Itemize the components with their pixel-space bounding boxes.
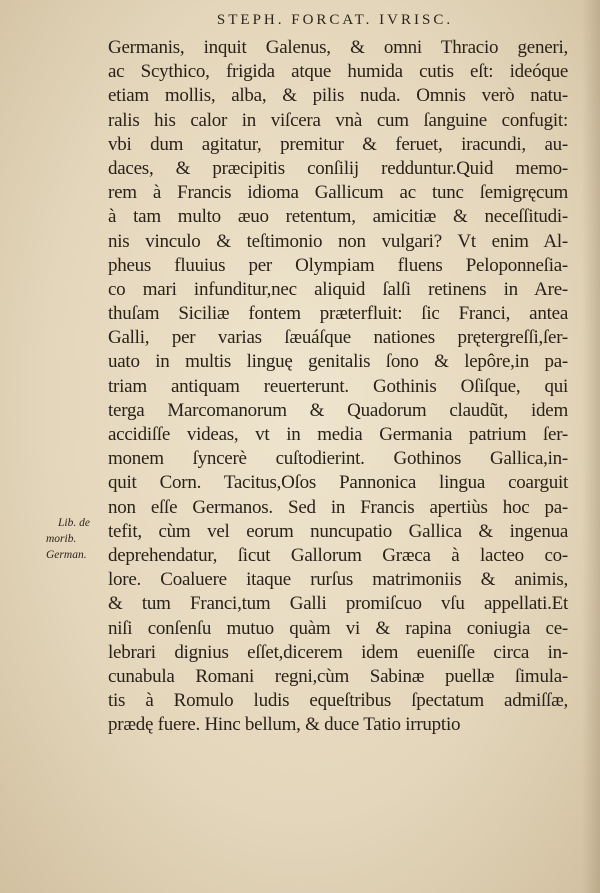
- text-line: pheus fluuius per Olympiam fluens Peloponneſia-: [108, 254, 568, 276]
- text-line: quit Corn. Tacitus,Oſos Pannonica lingua coarguit: [108, 472, 568, 494]
- text-line: tis à Romulo ludis equeſtribus ſpectatum admiſſæ,: [108, 690, 568, 712]
- text-line: nis vinculo & teſtimonio non vulgari? Vt enim Al-: [108, 230, 568, 252]
- text-line: daces, & præcipitis conſilij redduntur.Quid memo-: [108, 157, 568, 179]
- text-line: non eſſe Germanos. Sed in Francis apertiùs hoc pa-: [108, 496, 568, 518]
- margin-note-line: Lib. de: [58, 517, 90, 529]
- text-line: terga Marcomanorum & Quadorum claudũt, idem: [108, 399, 568, 421]
- text-line: accidiſſe videas, vt in media Germania patrium ſer-: [108, 424, 568, 445]
- text-line: Germanis, inquit Galenus, & omni Thracio generi,: [108, 37, 568, 58]
- text-line: deprehendatur, ſicut Gallorum Græca à lacteo co-: [108, 544, 568, 566]
- margin-note-line: morib.: [46, 533, 77, 545]
- text-line: lebrari dignius eſſet,dicerem idem eueniſſe circa in-: [108, 641, 568, 663]
- text-line: cunabula Romani regni,cùm Sabinæ puellæ ſimula-: [108, 665, 568, 687]
- page-edge-shadow: [582, 0, 600, 893]
- text-line: etiam mollis, alba, & pilis nuda. Omnis verò natu-: [108, 85, 568, 107]
- margin-note-line: German.: [46, 549, 87, 561]
- text-line: prædę fuere. Hinc bellum, & duce Tatio irruptio: [108, 714, 461, 736]
- text-line: à tam multo æuo retentum, amicitiæ & neceſſitudi-: [108, 206, 568, 228]
- text-line: monem ſyncerè cuſtodierint. Gothinos Gallica,in-: [108, 448, 568, 470]
- body-text: [108, 36, 568, 737]
- text-line: Galli, per varias ſæuáſque nationes prętergreſſi,ſer-: [108, 327, 568, 349]
- text-line: thuſam Siciliæ fontem præterfluit: ſic Franci, antea: [108, 303, 568, 325]
- running-head: STEPH. FORCAT. IVRISC.: [216, 12, 454, 28]
- margin-note: [46, 515, 108, 563]
- text-line: vbi dum agitatur, premitur & feruet, iracundi, au-: [108, 133, 568, 155]
- text-line: co mari infunditur,nec aliquid ſalſi retinens in Are-: [108, 278, 568, 300]
- text-line: lore. Coaluere itaque rurſus matrimoniis & animis,: [108, 569, 568, 591]
- text-line: triam antiquam reuerterunt. Gothinis Oſiſque, qui: [108, 375, 568, 397]
- text-line: rem à Francis idioma Gallicum ac tunc ſemigręcum: [108, 182, 568, 204]
- text-line: tefit, cùm vel eorum nuncupatio Gallica & ingenua: [108, 520, 568, 542]
- text-line: niſi conſenſu mutuo quàm vi & rapina coniugia ce-: [108, 617, 568, 639]
- text-line: & tum Franci,tum Galli promiſcuo vſu appellati.Et: [108, 593, 568, 615]
- text-line: ac Scythico, frigida atque humida cutis eſt: ideóque: [108, 61, 568, 83]
- text-line: uato in multis linguę genitalis ſono & lepôre,in pa-: [108, 351, 568, 373]
- text-line: ralis his calor in viſcera vnà cum ſanguine confugit:: [108, 109, 568, 131]
